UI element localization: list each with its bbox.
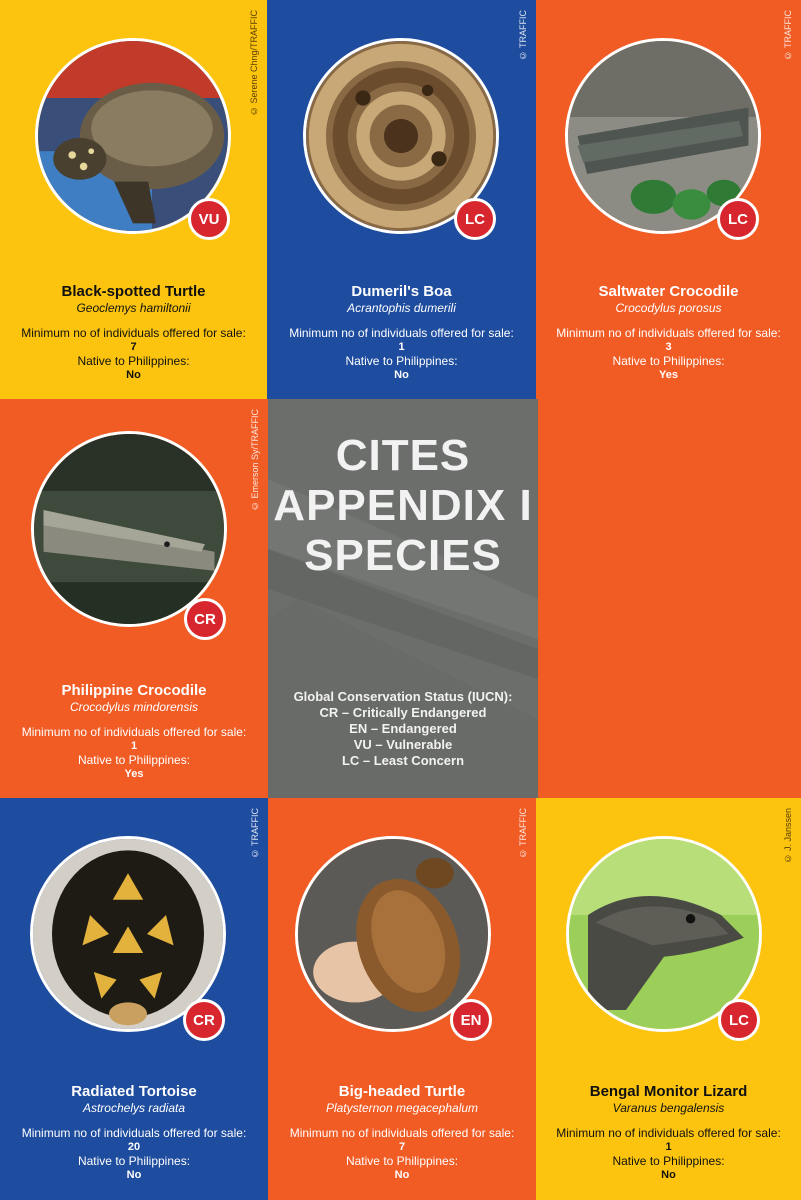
iucn-legend — [268, 689, 538, 769]
species-card-bengal-monitor-lizard — [536, 798, 801, 1200]
sale-label: Minimum no of individuals offered for sale: — [21, 1126, 247, 1140]
title-line: APPENDIX I — [273, 481, 533, 530]
title-line: SPECIES — [304, 531, 502, 580]
species-card-black-spotted-turtle — [0, 0, 267, 399]
species-card-philippine-crocodile — [0, 399, 268, 798]
species-info — [0, 682, 268, 781]
orange-panel — [538, 399, 801, 798]
scientific-name: Geoclemys hamiltonii — [76, 301, 191, 315]
legend-item: CR – Critically Endangered — [319, 705, 487, 720]
status-badge: EN — [450, 999, 492, 1041]
scientific-name: Acrantophis dumerili — [347, 301, 456, 315]
species-info — [0, 283, 267, 382]
species-info — [0, 1083, 268, 1182]
species-card-radiated-tortoise — [0, 798, 268, 1200]
status-badge: CR — [184, 598, 226, 640]
scientific-name: Crocodylus porosus — [615, 301, 722, 315]
species-info — [536, 283, 801, 382]
native-value: No — [126, 369, 141, 381]
species-name: Big-headed Turtle — [338, 1083, 466, 1100]
species-card-dumerils-boa — [267, 0, 536, 399]
sale-value: 20 — [127, 1141, 141, 1153]
species-card-saltwater-crocodile — [536, 0, 801, 399]
native-label: Native to Philippines: — [345, 1154, 459, 1168]
photo-credit: © TRAFFIC — [518, 10, 528, 61]
species-info — [268, 1083, 536, 1182]
photo-credit: © Emerson Sy/TRAFFIC — [250, 409, 260, 512]
species-name: Saltwater Crocodile — [598, 283, 739, 300]
status-badge: LC — [718, 999, 760, 1041]
photo-credit: © J. Janssen — [783, 808, 793, 864]
legend-heading: Global Conservation Status (IUCN): — [293, 689, 513, 704]
sale-label: Minimum no of individuals offered for sale: — [289, 326, 514, 340]
status-badge: LC — [454, 198, 496, 240]
photo-credit: © Serene Chng/TRAFFIC — [249, 10, 259, 117]
native-label: Native to Philippines: — [77, 354, 190, 368]
sale-value: 1 — [665, 1141, 672, 1153]
sale-value: 7 — [398, 1141, 406, 1153]
native-value: No — [394, 1169, 410, 1181]
native-value: Yes — [124, 768, 144, 780]
native-value: No — [126, 1169, 142, 1181]
scientific-name: Varanus bengalensis — [612, 1101, 725, 1115]
photo-credit: © TRAFFIC — [250, 808, 260, 859]
native-label: Native to Philippines: — [77, 1154, 191, 1168]
legend-item: LC – Least Concern — [341, 753, 465, 768]
sale-label: Minimum no of individuals offered for sale: — [556, 326, 781, 340]
sale-value: 1 — [130, 740, 138, 752]
status-badge: LC — [717, 198, 759, 240]
photo-credit: © TRAFFIC — [783, 10, 793, 61]
species-card-big-headed-turtle — [268, 798, 536, 1200]
sale-value: 7 — [130, 341, 137, 353]
title-line: CITES — [335, 431, 471, 480]
native-label: Native to Philippines: — [612, 1154, 725, 1168]
legend-item: EN – Endangered — [349, 721, 457, 736]
sale-label: Minimum no of individuals offered for sale: — [21, 725, 247, 739]
sale-value: 3 — [665, 341, 672, 353]
species-name: Black-spotted Turtle — [61, 283, 206, 300]
species-info — [267, 283, 536, 382]
species-name: Radiated Tortoise — [71, 1083, 197, 1100]
sale-label: Minimum no of individuals offered for sale: — [289, 1126, 515, 1140]
legend-item: VU – Vulnerable — [353, 737, 453, 752]
cites-title-panel — [268, 399, 538, 798]
native-label: Native to Philippines: — [77, 753, 191, 767]
native-value: No — [394, 369, 409, 381]
photo-credit: © TRAFFIC — [518, 808, 528, 859]
species-info — [536, 1083, 801, 1182]
scientific-name: Platysternon megacephalum — [325, 1101, 479, 1115]
species-name: Bengal Monitor Lizard — [589, 1083, 748, 1100]
scientific-name: Astrochelys radiata — [82, 1101, 186, 1115]
species-name: Dumeril's Boa — [351, 283, 452, 300]
native-label: Native to Philippines: — [345, 354, 458, 368]
sale-label: Minimum no of individuals offered for sale: — [556, 1126, 781, 1140]
native-label: Native to Philippines: — [612, 354, 725, 368]
sale-value: 1 — [398, 341, 405, 353]
sale-label: Minimum no of individuals offered for sale: — [21, 326, 246, 340]
species-name: Philippine Crocodile — [61, 682, 207, 699]
status-badge: CR — [183, 999, 225, 1041]
status-badge: VU — [188, 198, 230, 240]
scientific-name: Crocodylus mindorensis — [69, 700, 199, 714]
native-value: Yes — [659, 369, 678, 381]
native-value: No — [661, 1169, 676, 1181]
page-title — [268, 431, 538, 581]
crocodile-photo — [31, 431, 227, 627]
